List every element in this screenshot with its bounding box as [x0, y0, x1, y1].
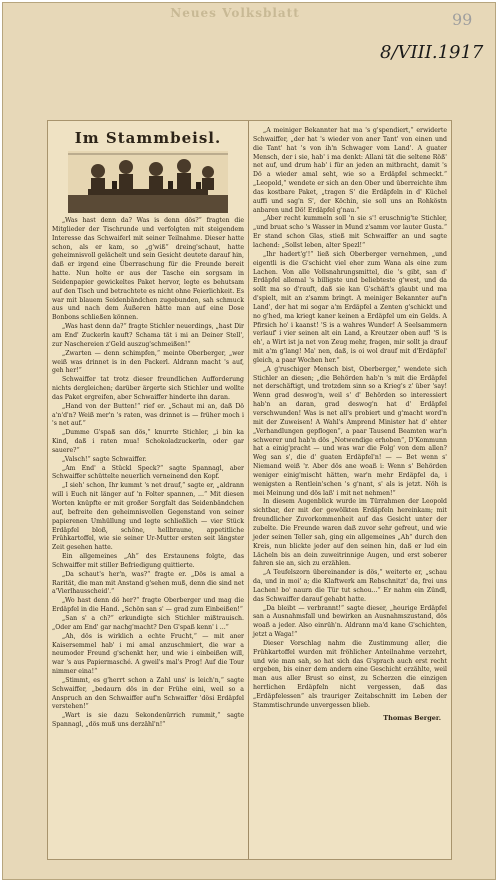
- faded-masthead: Neues Volksblatt: [170, 6, 300, 20]
- paragraph: „A g'ruschiger Mensch bist, Oberberger,“ wendete sich Stichler an diesen; „die Behörden hab'n 's mit die Erdäpfel net derschäftigt, und trotzdem sinn so a Krieg's z' über 'say! Wenn grad deswog'n, weil s' d' Behörden so interessiert hab'n an daran, grad deswog'n hat d' Erdäpfel verschwunden! Was is net all's probiert und g'macht word'n mit der Zuweisen! A Wahl's Amprend Minister hat d' ehter „Verhandlungen gepflogen“, a paar Tausend Beamten war'n schwerer und hab'n dös „Notwendige erhoben“, D'Kommunn hat a einig'pracht — und was war die Folg' von dem allen? Weg san s', die d' guaten Erdäpfel'n! — — Bet wenn s' Niemand weiß 'r. Aber dös ane woaß i: Wenn s' Behörden weniger einig'mischt hätten, war'n mehr Erdäpfel da, i wenigsten a Rentlein'schen 's g'nant, s' als is jetzt. Nöh is mei Meinung und dös laß' i mit net nehmen!“: [253, 365, 447, 497]
- paragraph: „Dumme G'spaß san dös,“ knurrte Stichler, „i bin ka Kind, daß i raten mua! Schokoladzuckerln, oder gar sauere?“: [52, 429, 244, 454]
- paragraph: „Stimmt, es g'herrt schon a Zahl uns' is leich'n,“ sagte Schwaiffer, „bedaurn dös in der Frühe eini, weil so a Anspruch an den Schwaiffer auf'n Schwaiffer 'dösi Erdäpfel verstehen!“: [52, 676, 244, 711]
- paragraph: „San s' a ch?“ erkundigte sich Stichler mißtrauisch. „Oder am End' gar nachg'macht? Den G'spaß kenn' i ...“: [52, 614, 244, 631]
- article-title: Im Stammbeisl.: [74, 129, 222, 147]
- article-text-left: [52, 217, 244, 730]
- paragraph: „A meiniger Bekannter hat ma 's g'spendiert,“ erwiderte Schwaiffer, „der hat 's wieder von aner Tant' von einen und die Tant' hat 's von ih'n Schwager vom Land'. A guater Mensch, der i sie, hab' i ma denkt: Allani tät die seltene Röß' net auf, und drum hab' i für an jeden an mitbracht, damit 's Dö a wieder amal seht, wie so a Erdäpfel schmeckt.“ „Leopold,“ wendete er sich an den Ober und überreichte ihm das kostbare Paket, „tragen S' die Erdäpfeln in d' Küchel auffi und sag'n S', der Köchin, sie soll uns an Rohköstn anbaren und Dö! Erdäpfel g'nau.“: [253, 127, 447, 214]
- paragraph: „Da schaut's her'n, was?“ fragte er. „Dös is amal a Rarität, die man mit Anstand g'sehen muß, denn die sind net a'Vierlhausscheid'.“: [52, 570, 244, 596]
- article-author: Thomas Berger.: [383, 713, 441, 722]
- paragraph: „I sieh' schon, Ihr kummt 's net drauf,“ sagte er, „aldrann will i Euch nit länger auf 'n Folter spannen, ...“ Mit diesen Worten knüpfte er mit großer Sorgfalt das Seidenbändchen auf, befreite den geheimnisvollen Gegenstand von seiner papierenen Umhüllung und legte schließlich — vier Stück Erdäpfel bloß, schöne, hellbraune, appetitliche Frühkartoffel, wie sie seiner Ur-Mutter ersten seit längster Zeit gesehen hatte.: [52, 482, 244, 552]
- paragraph: „Zwarten — denn schimpfen,“ meinte Oberberger, „wer weiß was drinnet is in den Packerl. Aldrann macht 's auf, geh her!“: [52, 349, 244, 375]
- article-text-right: [253, 127, 447, 711]
- paragraph: „Wo hast denn dö her?“ fragte Oberberger und mag die Erdäpfel in die Hand. „Schön san s' — grad zum Einbeißen!“: [52, 597, 244, 614]
- paragraph: „Da bleibt — verbrannt!“ sagte dieser, „heurige Erdäpfel san a Ausnahmsfall und bewirken an Ausnahmszustand, dös woaß a jeder. Also einrüh'n. Aldrann ma'd kane G'schichten, jetzt a Waga!“: [253, 604, 447, 639]
- tavern-scene-illustration: [68, 151, 228, 213]
- paragraph: „Aber recht kummeln soll 'n sie s'! eruschnig'te Stichler, „und bruat scho 's Wasser in Mund z'samm vor lauter Gusta.“ Er stand schon Glas, stieß mit Schwaiffer an und sagte lachend: „Sollst leben, alter Spezl!“: [253, 215, 447, 249]
- column-left: [48, 121, 249, 859]
- paragraph: Dieser Vorschlag nahm die Zustimmung aller, die Frühkartoffel wurden mit fröhlicher Anteilnahme verzehrt, und wie man sah, so hat sich das G'sprach auch erst recht ergeben, bis einer dem andern eine Geschicht erzählte, weil man aus aller Brust so einst, zu Scherzen die einzigen herrlichen Erdäpfeln nicht vergessen, daß das „Erdäpfelessen“ als trauriger Zeitabschnitt im Leben der Stammtischrunde unvergessen blieb.: [253, 639, 447, 709]
- paragraph: Schwaiffer tat trotz dieser freundlichen Aufforderung nichts dergleichen; darüber ärgerte sich Stichler und wollte das Paket ergreifen, aber Schwaiffer hinderte ihn daran.: [52, 376, 244, 401]
- newspaper-clipping: [47, 120, 452, 860]
- paragraph: „Valsch!“ sagte Schwaiffer.: [62, 455, 147, 463]
- paragraph: „Am End' a Stückl Speck?“ sagte Spannagl, aber Schwaiffer schüttelte neuerlich verneinend den Kopf.: [52, 464, 244, 481]
- paragraph: „Wart is sie dazu Sekondenürrich rummit,“ sagte Spannagl, „dös muß uns derzähl'n!“: [52, 712, 244, 729]
- paragraph: In diesem Augenblick wurde im Türrahmen der Leopold sichtbar, der mit der gewölkten Erdäpfeln hereinkam; mit freundlicher Zuvorkommenheit auf das Gesicht unter der zubelte. Die Freunde waren daß zuvor sehr gefreut, und wie jeder seinen Teller sah, ging ein allgemeines „Ah“ durch den Kreis, nun blickte jeder auf den seinen hin, daß er lud ein Lächeln bis an dein zuweitrinnige Augen, und erst soberer fahren sie an, sich zu erzählen.: [253, 498, 447, 568]
- paragraph: Ein allgemeines „Ah“ des Erstaunens folgte, das Schwaiffer mit stiller Befriedigung quittierte.: [52, 553, 244, 569]
- paragraph: „Ihr hadert'g'!“ ließ sich Oberberger vernehmen, „und eigentli is die G'schicht viel eher zum Wana als eine zum Lachen. Von alle Vollsnahrungsmittel, die 's gibt, san d' Erdäpfel allemal 's billigste und beliebteste g'west, und da sollt ma so d'rauft, daß sie kan G'schäft's glaubt und ma d'spielt, mit an z'samm bringt. A meiniger Bekannter auf'n Land', der hat mi sogar a'm Erdäpfel a Zenten g'schickt und no g'hed, ma kriegt kaner keinen a Erdäpfel um ein Gelds. A Pfirsich ho' i kaanst! 'S is a wahres Wunder! A Seelsammern verlauf' i vier seinen alt ein Land, a Kreutzer oben auf! 'S is eh', a Wirt ist ja net von Zeug mehr, fragen, mir sollt ja drauf mit a'm g'lang! Ma' nen, daß, is oi wol drauf mit d'Erdäpfel' gleich, a paar Wochen her.“: [253, 250, 447, 364]
- column-right: [249, 121, 451, 859]
- paragraph: „Was hast denn da? Was is denn dös?“ fragten die Mitglieder der Tischrunde und verfolgten mit steigendem Interesse das Schwaiferl mit seiner Teilnahme. Dieser hatte schon, als er kam, so „g'wiß“ dreing'schaut, hatte geheimnisvoll gelächelt und sein Gesicht deutete darauf hin, daß er irgend eine Überraschung für die Freunde bereit hatte. Nun holte er aus der Tasche ein sorgsam in Seidenpapier gewickeltes Paket hervor, legte es behutsam auf den Tisch und betrachtete es nicht ohne Feierlichkeit. Es war mit blauem Seidenbändchen zugebunden, sah schmuck aus und nach dem Äußeren hätte man auf eine Dose Bonbons schließen können.: [52, 217, 244, 322]
- paragraph: „Ah, dös is wirklich a echte Frucht,“ — mit aner Kaisersemmel hab' i mi amal anzuschmiert, die war a neumoder Freund g'schenkt her, und wie i einbeißen will, war 's aus Papiermasché. A gweil's mal's Prog! Auf die Tour nimmer eina!“: [52, 632, 244, 676]
- paragraph: „Was hast denn da?“ fragte Stichler neuerdings, „hast Dir am End' Zuckerln kauft? Schama tät i mi an Deiner Stell', zur Naschereien z'Geld auszug'schmeißen!“: [52, 323, 244, 348]
- paragraph: „A Teufelszorn übereinander is dös,“ weiterte er, „schau da, und in moi' a; die Klaftwerk am Rebschnitzt' da, frei uns Lachen! bo' naurn die Tür tut schou...“ Er nahm ein Zündl, das Schwaiffer darauf gehabt hatte.: [253, 569, 447, 603]
- archive-pencil-mark: 99: [452, 10, 473, 29]
- paragraph: „Hand von der Butten!“ rief er. „Schaut mi an, daß Dö a'n'd'n? Weiß mer'n 's raten, was drinnet is — früher moch i 's net auf.“: [52, 402, 244, 428]
- handwritten-date: 8/VIII.1917: [380, 42, 484, 63]
